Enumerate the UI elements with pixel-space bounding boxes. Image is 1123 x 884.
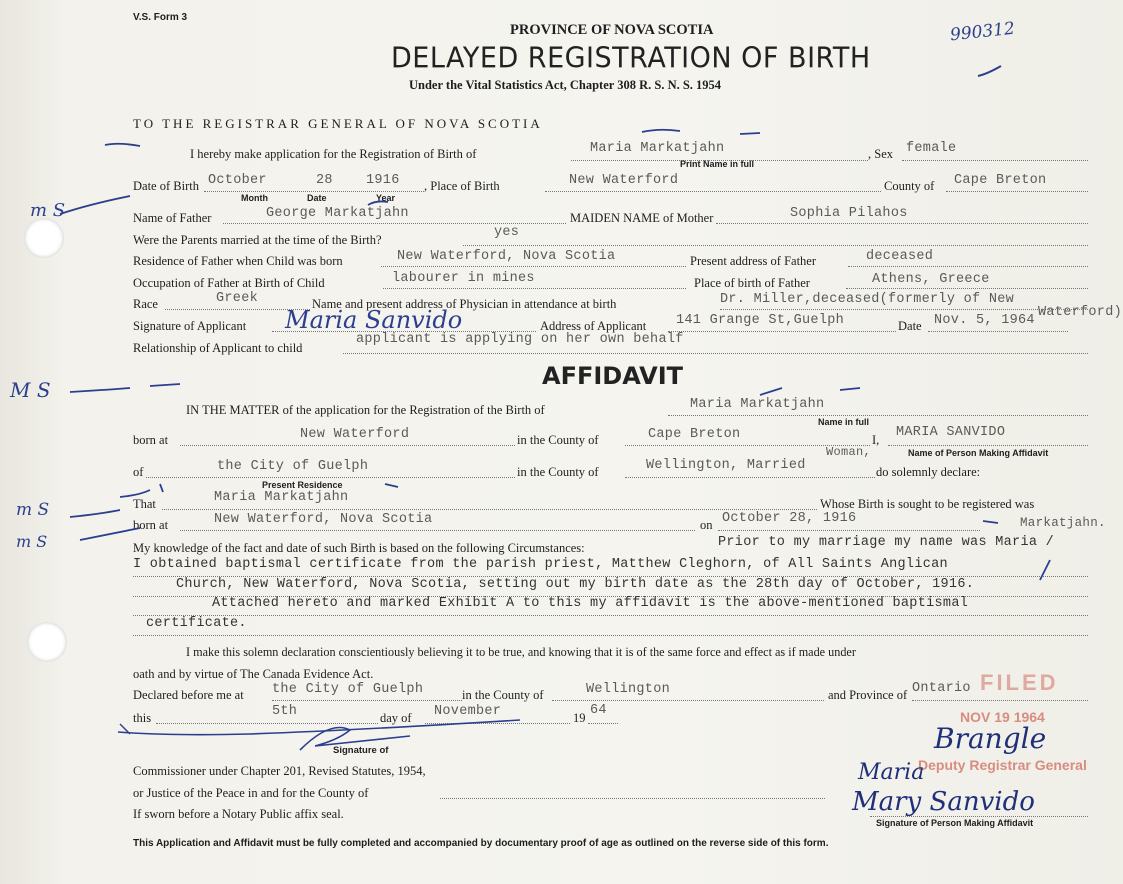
circumstance-3: Church, New Waterford, Nova Scotia, setting out my birth date as the 28th day of October, 1916.: [176, 577, 975, 592]
application-label: I hereby make application for the Registration of Birth of: [190, 147, 477, 161]
place-of-birth-label: , Place of Birth: [424, 179, 500, 193]
deponent-name: MARIA SANVIDO: [896, 425, 1006, 440]
print-name-hint: Print Name in full: [680, 159, 755, 169]
declared-province: Ontario: [912, 681, 971, 696]
place-of-birth: New Waterford: [569, 173, 679, 188]
county-value: Cape Breton: [954, 173, 1047, 188]
province-heading: PROVINCE OF NOVA SCOTIA: [510, 22, 714, 38]
relationship-label: Relationship of Applicant to child: [133, 341, 303, 355]
applicant-address-label: Address of Applicant: [540, 319, 647, 333]
signature-of-label: Signature of: [333, 745, 389, 756]
dob-day: 28: [316, 173, 333, 188]
deponent-signature-2: Mary Sanvido: [852, 787, 1035, 817]
reference-number: 990312: [949, 18, 1016, 46]
margin-note-4: m S: [30, 200, 66, 221]
commissioner-text: Commissioner under Chapter 201, Revised Statutes, 1954,: [133, 764, 426, 778]
date-hint: Date: [307, 193, 327, 203]
deponent-signature-1: Maria: [858, 760, 925, 785]
res-county-label: in the County of: [517, 465, 599, 479]
margin-note-2: m S: [16, 500, 50, 520]
dob-label: Date of Birth: [133, 179, 199, 193]
born-at: New Waterford: [300, 427, 410, 442]
born-at2: New Waterford, Nova Scotia: [214, 512, 433, 527]
declared-at: the City of Guelph: [272, 682, 424, 697]
whose-birth-label: Whose Birth is sought to be registered was: [820, 497, 1035, 511]
deponent-hint: Name of Person Making Affidavit: [908, 448, 1049, 458]
declared-month: November: [434, 704, 502, 719]
this-label: this: [133, 711, 152, 725]
affidavit-heading: AFFIDAVIT: [542, 362, 684, 390]
woman-text: Woman,: [826, 445, 872, 459]
sex-value: female: [906, 141, 957, 156]
form-subtitle: Under the Vital Statistics Act, Chapter 308 R. S. N. S. 1954: [409, 78, 722, 92]
born-at2-label: born at: [133, 518, 169, 532]
of-label: of: [133, 465, 144, 479]
year-prefix: 19: [573, 711, 586, 725]
declared-county-label: in the County of: [462, 688, 544, 702]
physician-line1: Dr. Miller,deceased(formerly of New: [720, 292, 1015, 307]
knowledge-label: My knowledge of the fact and date of such Birth is based on the following Circumstances:: [133, 541, 585, 555]
circumstance-5: certificate.: [146, 616, 247, 631]
mother-name: Sophia Pilahos: [790, 206, 908, 221]
justice-text: or Justice of the Peace in and for the County of: [133, 786, 369, 800]
born-at-label: born at: [133, 433, 169, 447]
matter-label: IN THE MATTER of the application for the Registration of the Birth of: [186, 403, 545, 417]
date-signed: Nov. 5, 1964: [934, 313, 1035, 328]
year-hint: Year: [376, 193, 396, 203]
race-value: Greek: [216, 291, 259, 306]
declared-label: Declared before me at: [133, 688, 244, 702]
footer-note: This Application and Affidavit must be fully completed and accompanied by documentary proof of age as outlined on the reverse side of this form.: [133, 838, 829, 849]
month-hint: Month: [241, 193, 268, 203]
circumstance-4: Attached hereto and marked Exhibit A to this my affidavit is the above-mentioned baptismal: [212, 596, 969, 611]
form-title: DELAYED REGISTRATION OF BIRTH: [391, 42, 871, 75]
dob-month: October: [208, 173, 267, 188]
province-label: and Province of: [828, 688, 908, 702]
father-label: Name of Father: [133, 211, 212, 225]
relationship-value: applicant is applying on her own behalf: [356, 332, 684, 347]
i-label: I,: [872, 433, 880, 447]
that-name: Maria Markatjahn: [214, 490, 349, 505]
signature-person-hint: Signature of Person Making Affidavit: [876, 818, 1034, 828]
that-label: That: [133, 497, 156, 511]
father-present-address: deceased: [866, 249, 934, 264]
notary-text: If sworn before a Notary Public affix seal.: [133, 807, 344, 821]
date-signed-label: Date: [898, 319, 922, 333]
on-label: on: [700, 518, 713, 532]
day-of-label: day of: [380, 711, 412, 725]
born-county: Cape Breton: [648, 427, 741, 442]
race-label: Race: [133, 297, 158, 311]
margin-note-3: m S: [16, 532, 48, 551]
name-full-hint: Name in full: [818, 417, 870, 427]
present-residence-hint: Present Residence: [262, 480, 343, 490]
applicant-address: 141 Grange St,Guelph: [676, 313, 845, 328]
physician-label: Name and present address of Physician in attendance at birth: [312, 297, 617, 311]
child-name: Maria Markatjahn: [590, 141, 725, 156]
dob-year: 1916: [366, 173, 400, 188]
born-on: October 28, 1916: [722, 511, 857, 526]
physician-line2: Waterford): [1038, 305, 1123, 320]
declared-county: Wellington: [586, 682, 671, 697]
present-residence: the City of Guelph: [217, 459, 369, 474]
in-county-label: in the County of: [517, 433, 599, 447]
matter-name: Maria Markatjahn: [690, 397, 825, 412]
father-birthplace: Athens, Greece: [872, 272, 990, 287]
father-occupation: labourer in mines: [392, 271, 535, 286]
father-name: George Markatjahn: [266, 206, 409, 221]
father-residence: New Waterford, Nova Scotia: [397, 249, 616, 264]
sex-label: , Sex: [868, 147, 893, 161]
declared-year: 64: [590, 703, 607, 718]
father-occupation-label: Occupation of Father at Birth of Child: [133, 276, 325, 290]
father-birthplace-label: Place of birth of Father: [694, 276, 810, 290]
form-number: V.S. Form 3: [133, 12, 188, 23]
applicant-signature: Maria Sanvido: [285, 306, 463, 334]
applicant-signature-label: Signature of Applicant: [133, 319, 247, 333]
circumstance-1: Prior to my marriage my name was Maria /: [718, 535, 1055, 550]
filed-date: NOV 19 1964: [960, 709, 1045, 725]
declaration-line-2: oath and by virtue of The Canada Evidence Act.: [133, 667, 374, 681]
filed-stamp: FILED: [980, 670, 1059, 695]
deputy-registrar: Deputy Registrar General: [918, 757, 1087, 773]
solemnly-declare: do solemnly declare:: [876, 465, 981, 479]
margin-note-1: M S: [10, 378, 51, 402]
married-label: Were the Parents married at the time of the Birth?: [133, 233, 382, 247]
county-label: County of: [884, 179, 935, 193]
circumstance-2: I obtained baptismal certificate from the parish priest, Matthew Cleghorn, of All Saints Anglican: [133, 557, 948, 572]
registrar-line: TO THE REGISTRAR GENERAL OF NOVA SCOTIA: [133, 116, 543, 131]
married-value: yes: [494, 225, 520, 240]
circumstance-tail: Markatjahn.: [1020, 516, 1106, 530]
father-present-address-label: Present address of Father: [690, 254, 817, 268]
father-residence-label: Residence of Father when Child was born: [133, 254, 343, 268]
declared-day: 5th: [272, 704, 298, 719]
mother-label: MAIDEN NAME of Mother: [570, 211, 714, 225]
declaration-line-1: I make this solemn declaration conscientiously believing it to be true, and knowing that it is of the same force and effect as if made under: [186, 645, 856, 659]
registrar-signature: Brangle: [934, 722, 1047, 755]
residence-county: Wellington, Married: [646, 458, 806, 473]
